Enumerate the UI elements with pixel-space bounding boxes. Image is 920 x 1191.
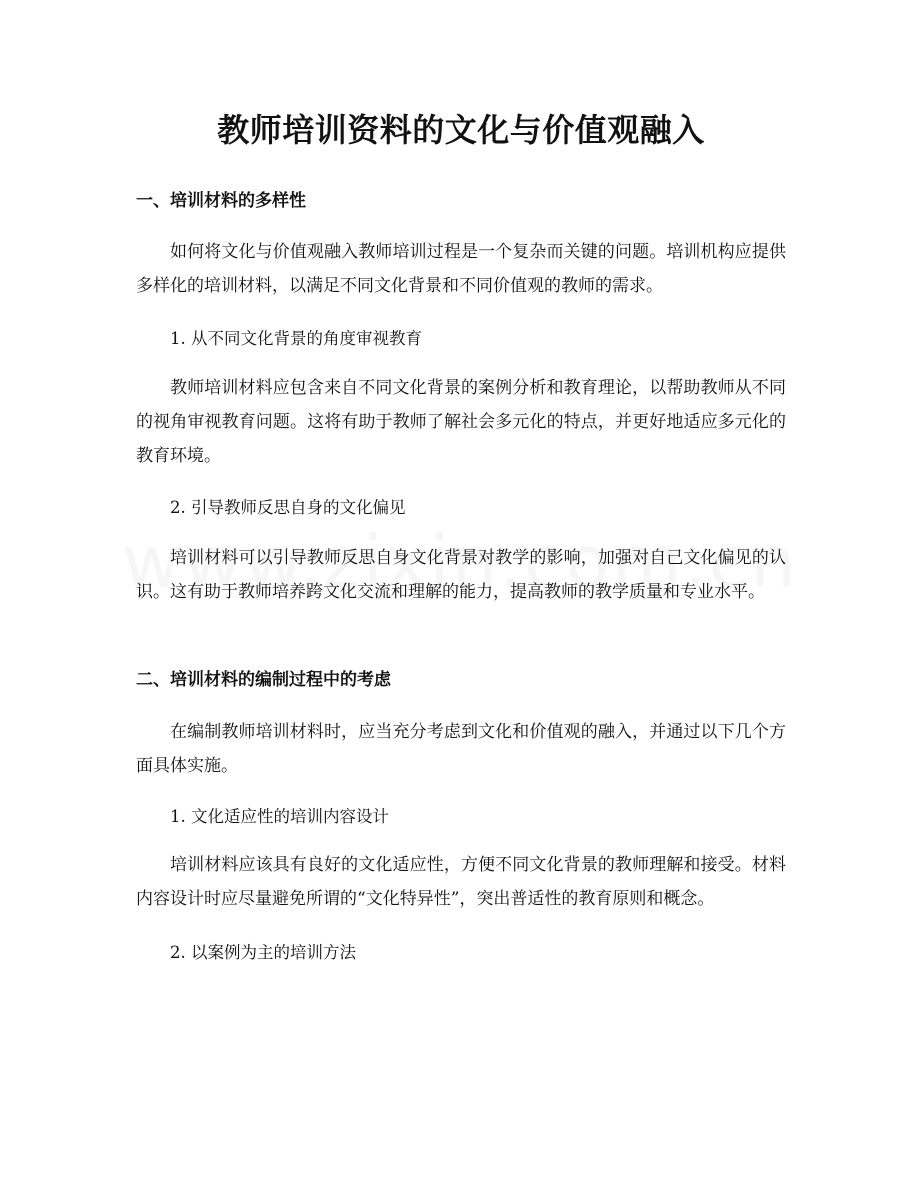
section-2-intro: 在编制教师培训材料时，应当充分考虑到文化和价值观的融入，并通过以下几个方面具体实施。: [136, 722, 786, 776]
section-1-item-2-body: 培训材料可以引导教师反思自身文化背景对教学的影响，加强对自己文化偏见的认识。这有助于教师培养跨文化交流和理解的能力，提高教师的教学质量和专业水平。: [136, 548, 786, 602]
document-title: 教师培训资料的文化与价值观融入: [217, 111, 705, 149]
section-1-heading: 一、培训材料的多样性: [136, 191, 306, 211]
section-1-item-1-title: 1. 从不同文化背景的角度审视教育: [170, 329, 422, 348]
document-page: [136, 0, 786, 1191]
section-2-item-1-body: 培训材料应该具有良好的文化适应性，方便不同文化背景的教师理解和接受。材料内容设计时应尽量避免所谓的“文化特异性”，突出普适性的教育原则和概念。: [136, 855, 786, 909]
section-2-heading: 二、培训材料的编制过程中的考虑: [136, 670, 391, 690]
section-2-item-1-title: 1. 文化适应性的培训内容设计: [170, 807, 389, 826]
section-1-item-2-title: 2. 引导教师反思自身的文化偏见: [170, 498, 406, 517]
section-1-item-1-body: 教师培训材料应包含来自不同文化背景的案例分析和教育理论，以帮助教师从不同的视角审视教育问题。这将有助于教师了解社会多元化的特点，并更好地适应多元化的教育环境。: [136, 378, 786, 466]
section-2-item-2-title: 2. 以案例为主的培训方法: [170, 943, 356, 962]
section-1-intro: 如何将文化与价值观融入教师培训过程是一个复杂而关键的问题。培训机构应提供多样化的培训材料，以满足不同文化背景和不同价值观的教师的需求。: [136, 242, 786, 296]
